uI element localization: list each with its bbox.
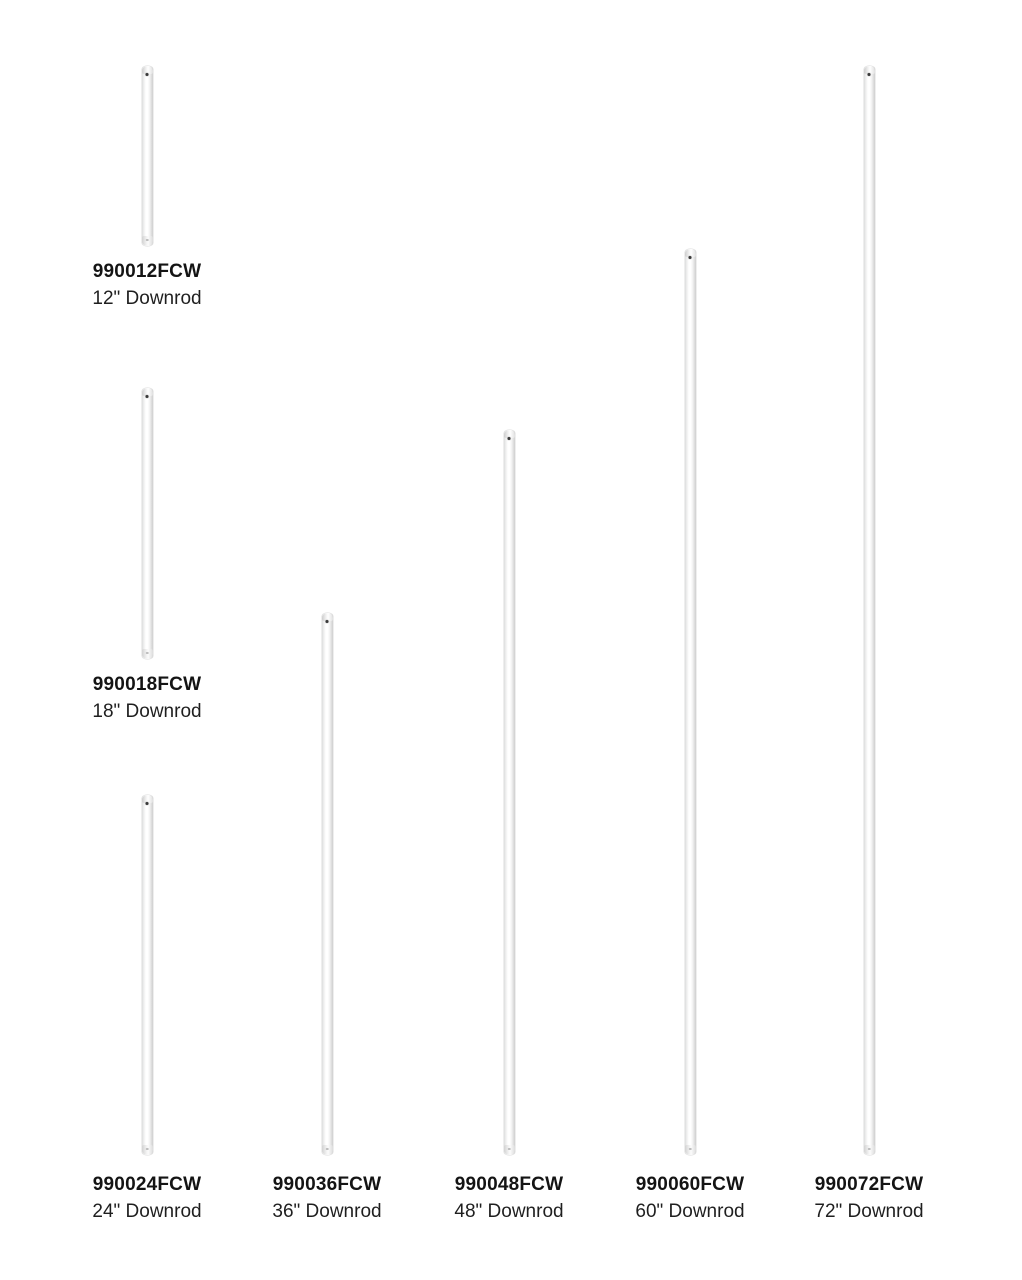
downrod-bottom-cap [685,1145,696,1155]
downrod-icon [142,795,153,1155]
downrod-bottom-hole-icon [146,652,149,655]
downrod-label [759,1171,979,1225]
downrod-label [37,671,257,725]
downrod-pin-hole-icon [689,256,692,259]
downrod-icon [142,66,153,246]
downrod-bottom-cap [142,1145,153,1155]
downrod-sku: 990024FCW [92,1174,202,1195]
downrod-description: 24" Downrod [92,1201,202,1222]
downrod-pin-hole-icon [146,395,149,398]
downrod-pin-hole-icon [146,73,149,76]
downrod-bottom-cap [322,1145,333,1155]
downrod-description: 18" Downrod [92,701,202,722]
downrod-pin-hole-icon [146,802,149,805]
downrod-sku: 990060FCW [635,1174,745,1195]
downrod-description: 60" Downrod [635,1201,745,1222]
downrod-icon [504,430,515,1155]
downrod-bottom-cap [142,236,153,246]
downrod-label [37,258,257,312]
downrod-icon [322,613,333,1155]
downrod-pin-hole-icon [508,437,511,440]
downrod-bottom-hole-icon [326,1148,329,1151]
downrod-bottom-hole-icon [146,1148,149,1151]
downrod-pin-hole-icon [868,73,871,76]
downrod-sku: 990048FCW [454,1174,564,1195]
downrod-description: 36" Downrod [272,1201,382,1222]
downrod-bottom-cap [504,1145,515,1155]
downrod-description: 12" Downrod [92,288,202,309]
downrod-bottom-cap [864,1145,875,1155]
downrod-pin-hole-icon [326,620,329,623]
downrod-sku: 990018FCW [92,674,202,695]
downrod-description: 48" Downrod [454,1201,564,1222]
downrod-bottom-hole-icon [508,1148,511,1151]
downrod-icon [142,388,153,659]
downrod-icon [685,249,696,1155]
downrod-bottom-cap [142,649,153,659]
downrod-icon [864,66,875,1155]
downrod-sku: 990072FCW [814,1174,924,1195]
downrod-bottom-hole-icon [689,1148,692,1151]
downrod-sku: 990036FCW [272,1174,382,1195]
downrod-description: 72" Downrod [814,1201,924,1222]
downrod-bottom-hole-icon [868,1148,871,1151]
downrod-sku: 990012FCW [92,261,202,282]
downrod-bottom-hole-icon [146,239,149,242]
